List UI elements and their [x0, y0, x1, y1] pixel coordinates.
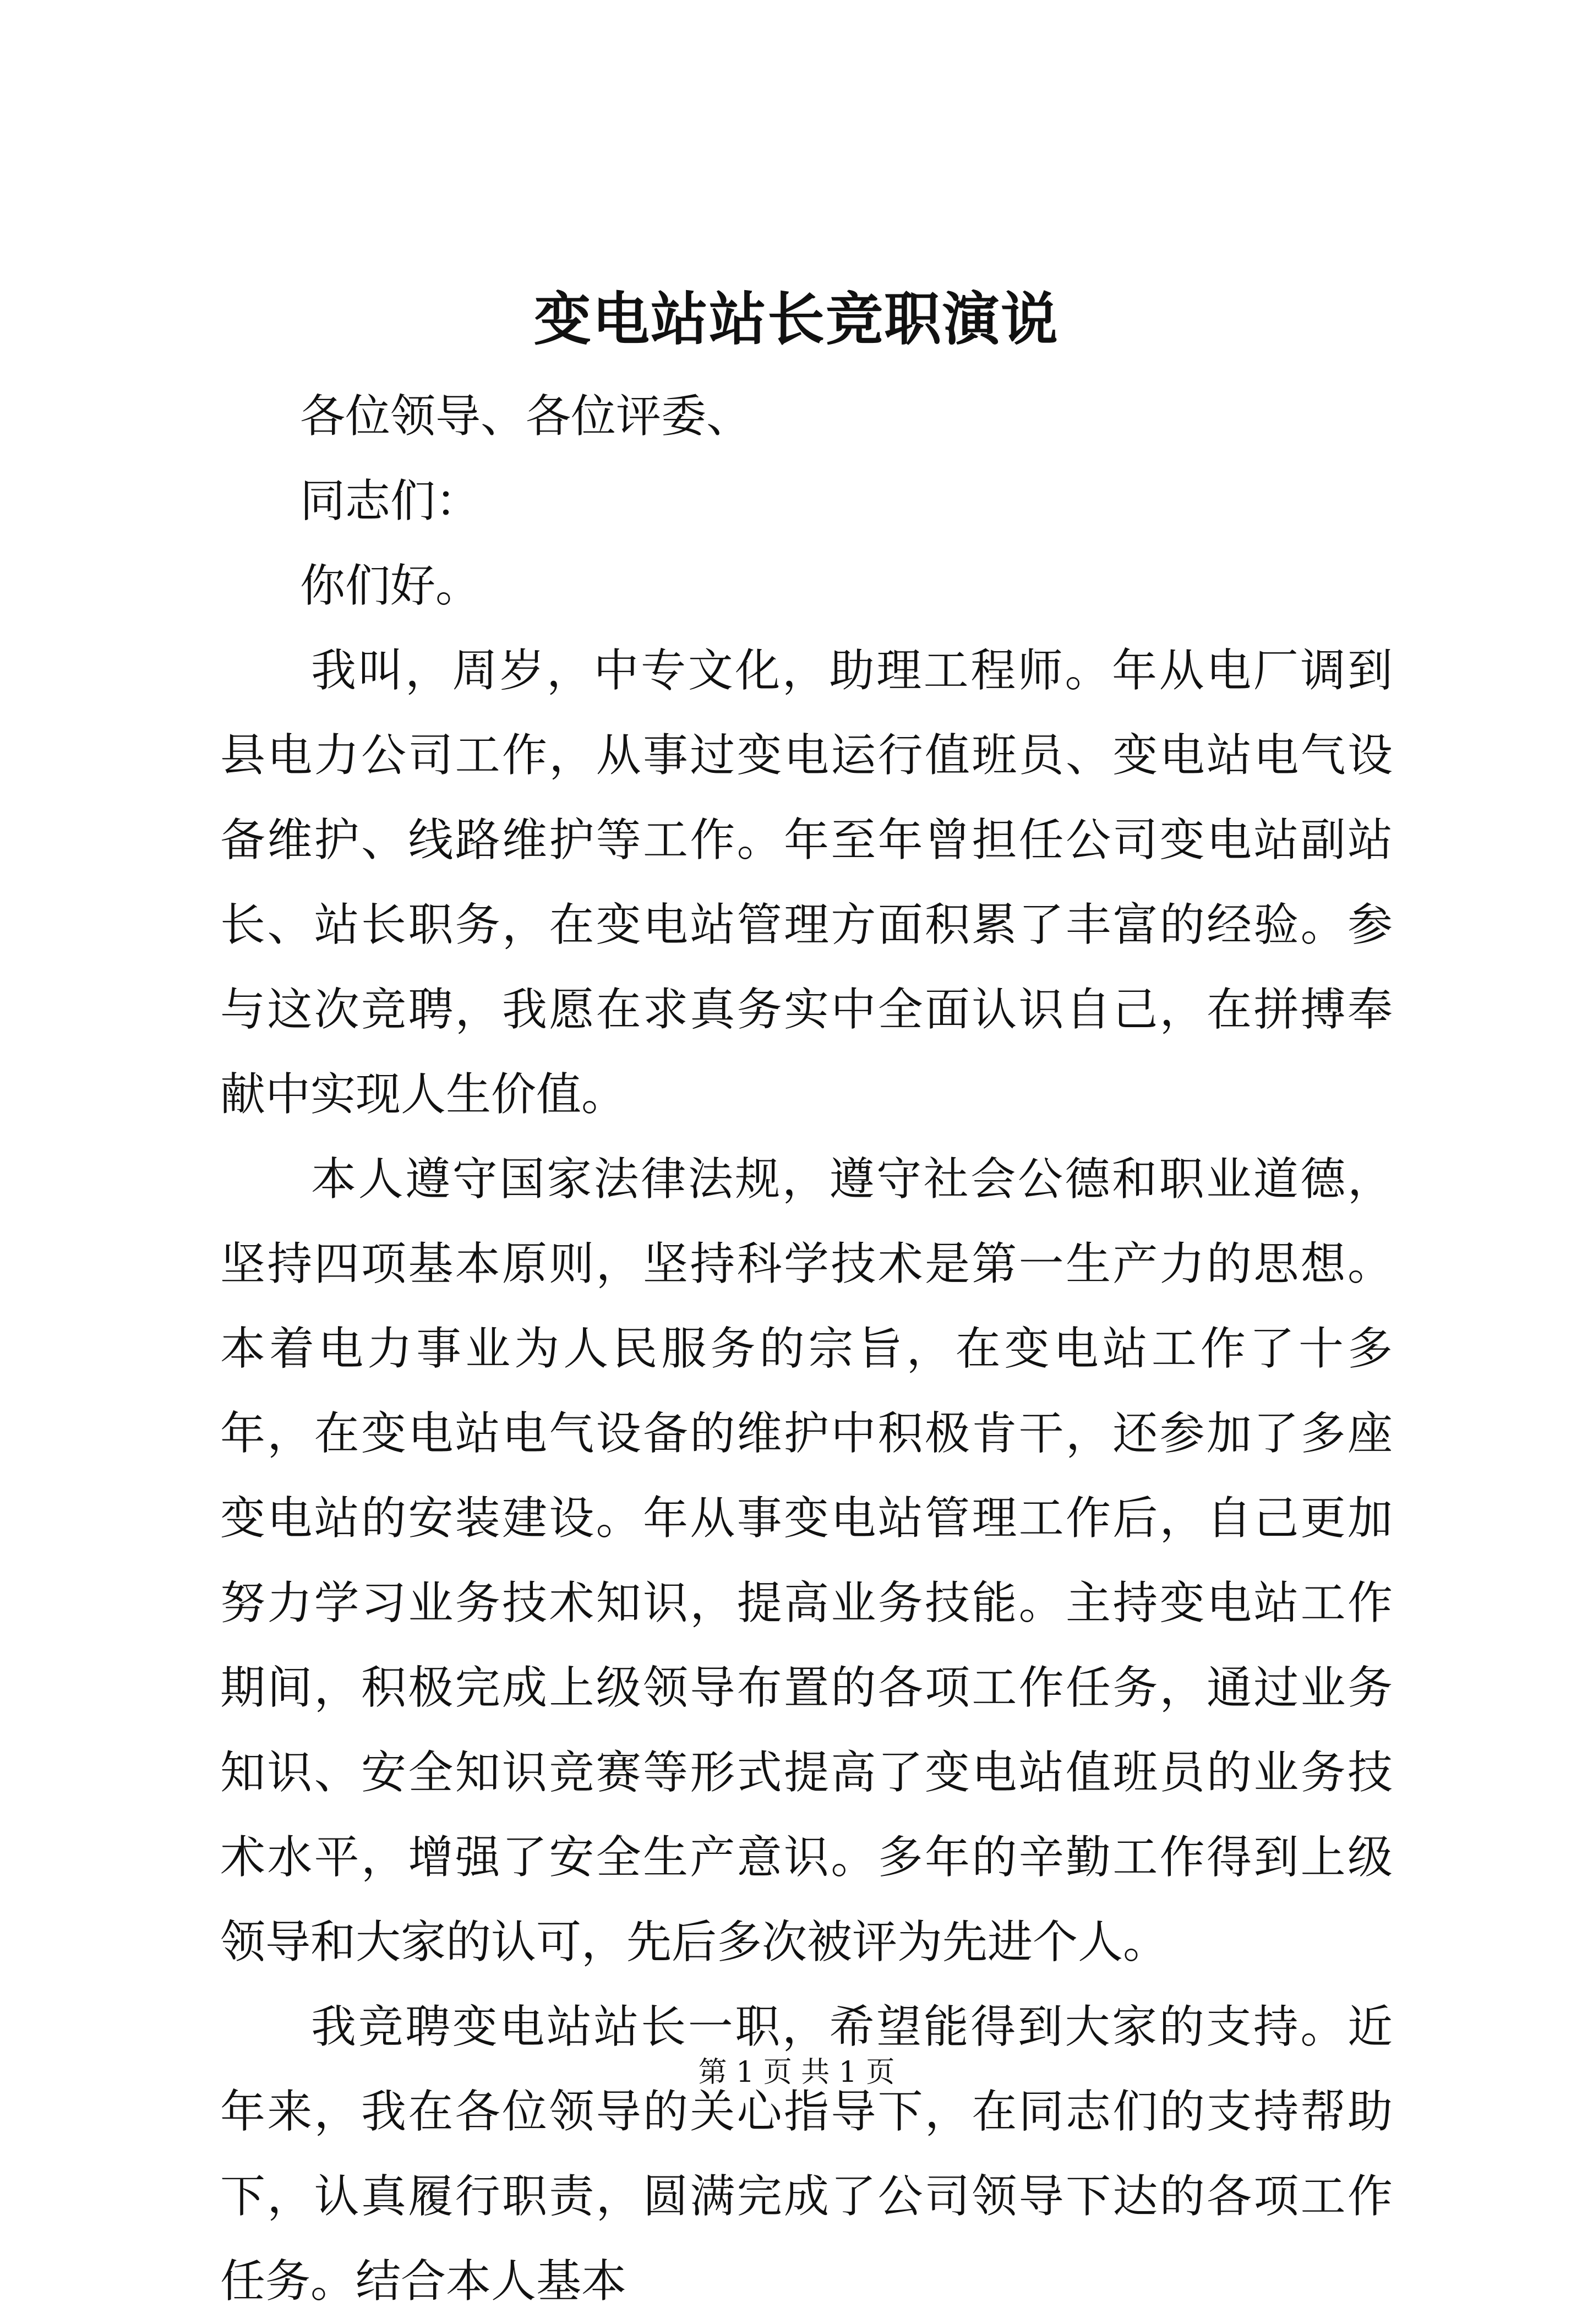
salutation-line-2: 同志们：	[300, 475, 481, 527]
paragraph-motivation: 我竞聘变电站站长一职，希望能得到大家的支持。近年来，我在各位领导的关心指导下，在同志们的支持帮助下，认真履行职责，圆满完成了公司领导下达的各项工作任务。结合本人基本	[220, 2001, 1393, 2307]
document-title: 变电站站长竞职演说	[533, 285, 1059, 353]
greeting-line: 你们好。	[300, 560, 481, 612]
page-number-footer: 第 1 页 共 1 页	[698, 2056, 895, 2089]
salutation-line-1: 各位领导、各位评委、	[300, 390, 752, 443]
document-body	[220, 374, 1393, 2324]
paragraph-experience: 本人遵守国家法律法规，遵守社会公德和职业道德，坚持四项基本原则，坚持科学技术是第一生产力的思想。本着电力事业为人民服务的宗旨，在变电站工作了十多年，在变电站电气设备的维护中积极肯干，还参加了多座变电站的安装建设。年从事变电站管理工作后，自己更加努力学习业务技术知识，提高业务技能。主持变电站工作期间，积极完成上级领导布置的各项工作任务，通过业务知识、安全知识竞赛等形式提高了变电站值班员的业务技术水平，增强了安全生产意识。多年的辛勤工作得到上级领导和大家的认可，先后多次被评为先进个人。	[220, 1153, 1393, 1968]
paragraph-introduction: 我叫，周岁，中专文化，助理工程师。年从电厂调到县电力公司工作，从事过变电运行值班员、变电站电气设备维护、线路维护等工作。年至年曾担任公司变电站副站长、站长职务，在变电站管理方面积累了丰富的经验。参与这次竞聘，我愿在求真务实中全面认识自己，在拼搏奉献中实现人生价值。	[220, 645, 1393, 1121]
